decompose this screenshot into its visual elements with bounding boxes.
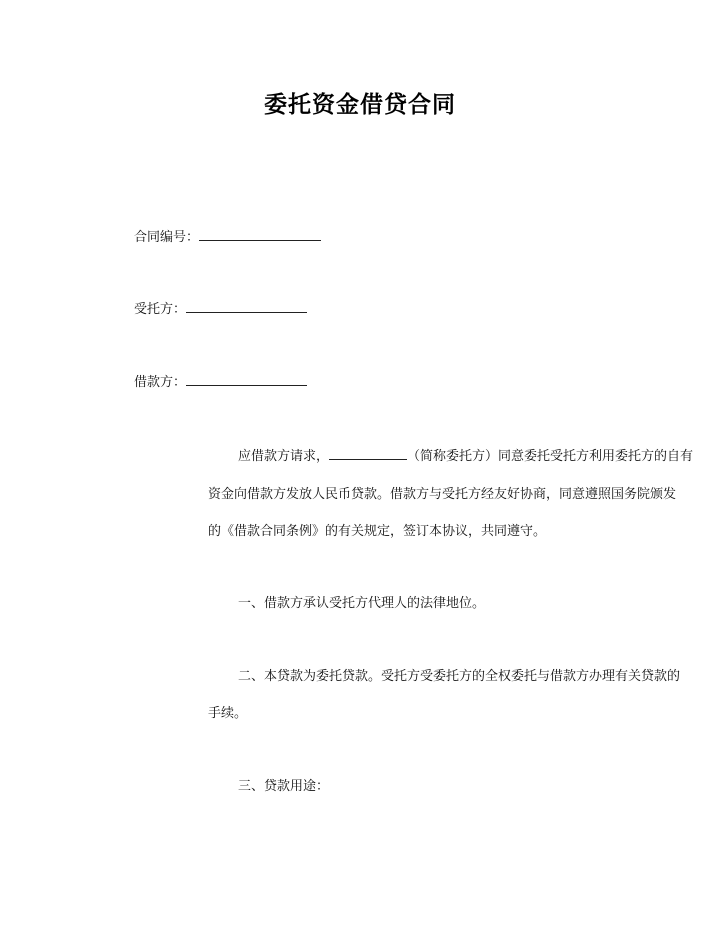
preamble-line-3: 的《借款合同条例》的有关规定，签订本协议，共同遵守。 [208, 524, 547, 539]
trustee-label: 受托方： [134, 302, 187, 317]
preamble-text-b: （简称委托方）同意委托受托方利用委托方的自有 [407, 449, 694, 464]
document-title: 委托资金借贷合同 [264, 92, 456, 118]
contract-number-blank[interactable] [199, 228, 321, 241]
trustor-name-blank[interactable] [329, 447, 407, 460]
borrower-field [134, 373, 307, 391]
contract-number-field [134, 228, 321, 246]
preamble-line-1 [238, 445, 693, 464]
clause-2-line-1: 二、本贷款为委托贷款。受托方受委托方的全权委托与借款方办理有关贷款的 [238, 669, 681, 684]
trustee-field [134, 300, 307, 318]
borrower-label: 借款方： [134, 375, 187, 390]
preamble-text-a: 应借款方请求， [238, 449, 330, 464]
contract-number-label: 合同编号： [134, 230, 200, 245]
clause-2-line-2: 手续。 [208, 706, 248, 721]
clause-1-line-1: 一、借款方承认受托方代理人的法律地位。 [238, 596, 486, 611]
borrower-blank[interactable] [186, 373, 307, 386]
trustee-blank[interactable] [186, 300, 307, 313]
preamble-line-2: 资金向借款方发放人民币贷款。借款方与受托方经友好协商，同意遵照国务院颁发 [208, 487, 677, 502]
clause-3-line-1: 三、贷款用途： [238, 779, 330, 794]
